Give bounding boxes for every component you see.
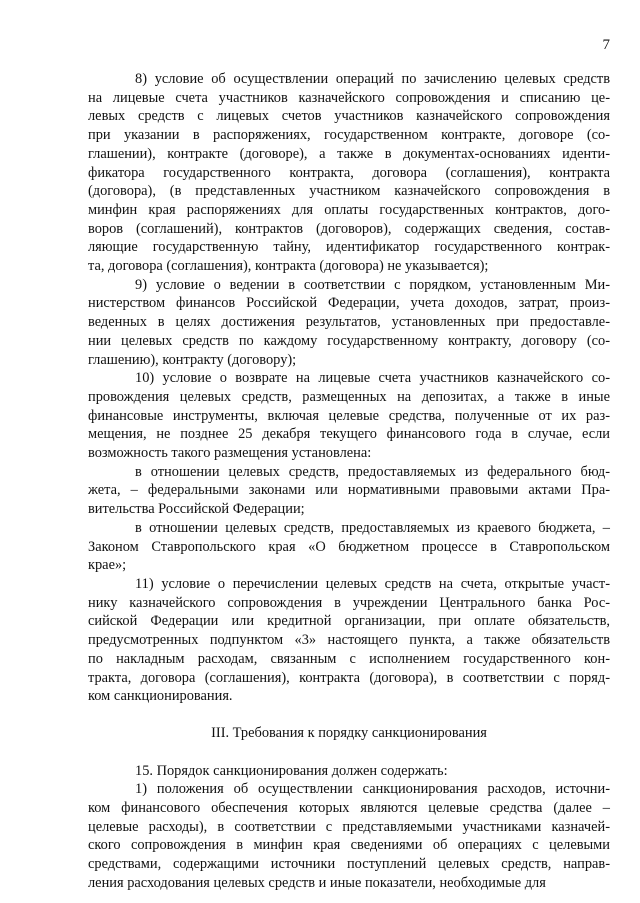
section-heading: III. Требования к порядку санкционирования (211, 724, 487, 741)
text-line: в отношении целевых средств, предоставляемых из федерального бюд- (135, 463, 610, 480)
text-line: Законом Ставропольского края «О бюджетном процессе в Ставропольском (88, 538, 610, 555)
text-line: тракта, договора (соглашения), контракта (договора), в соответствии с поряд- (88, 669, 610, 686)
text-line: 9) условие о ведении в соответствии с порядком, установленным Ми- (135, 276, 610, 293)
paragraph (88, 369, 610, 463)
text-line: веденных в целях достижения результатов, установленных при предоставле- (88, 314, 610, 331)
text-line: ком финансового обеспечения которых являются целевые средства (далее – (88, 800, 610, 817)
text-line: нии целевых средств по каждому государственному контракту, договору (со- (88, 332, 610, 349)
text-line: та, договора (соглашения), контракта (договора) не указывается); (88, 258, 489, 275)
text-line: возможность такого размещения установлена: (88, 445, 372, 462)
text-line: 15. Порядок санкционирования должен содержать: (135, 762, 448, 779)
text-line: фикатора государственного контракта, договора (соглашения), контракта (88, 164, 610, 181)
text-line: нику казначейского сопровождения в учреждении Центрального банка Рос- (88, 594, 610, 611)
text-line: 10) условие о возврате на лицевые счета участников казначейского со- (135, 370, 610, 387)
text-line: минфин края распоряжениях для оплаты государственных контрактов, дого- (88, 201, 610, 218)
text-line: ления расходования целевых средств и иные показатели, необходимые для (88, 874, 546, 891)
text-line: провождения целевых средств, размещенных на депозитах, а также в иные (88, 388, 610, 405)
document-body (88, 70, 610, 893)
text-line: глашении), контракте (договоре), а также в документах-основаниях иденти- (88, 145, 610, 162)
text-line: нистерством финансов Российской Федерации, учета доходов, затрат, произ- (88, 295, 610, 312)
text-line: на лицевые счета участников казначейского сопровождения и списанию це- (88, 89, 610, 106)
text-line: в отношении целевых средств, предоставляемых из краевого бюджета, – (135, 519, 610, 536)
text-line: воров (соглашений), контрактов (договоров), содержащих сведения, состав- (88, 220, 610, 237)
text-line: крае»; (88, 557, 127, 574)
paragraph (88, 762, 610, 781)
text-line: ляющие государственную тайну, идентификатор государственного контрак- (88, 239, 610, 256)
text-line: предусмотренных подпунктом «3» настоящего пункта, а также обязательств (88, 632, 610, 649)
text-line: 1) положения об осуществлении санкционирования расходов, источни- (135, 781, 610, 798)
text-line: при указании в распоряжениях, государственном контракте, договоре (со- (88, 127, 610, 144)
text-line: финансовые инструменты, включая целевые средства, полученные от их раз- (88, 407, 610, 424)
page-number: 7 (602, 37, 610, 53)
paragraph (88, 463, 610, 519)
text-line: глашению), контракту (договору); (88, 351, 297, 368)
text-line: ского сопровождения в минфин края сведениями об операциях с целевыми (88, 837, 610, 854)
text-line: жета, – федеральными законами или нормативными правовыми актами Пра- (88, 482, 610, 499)
paragraph (88, 519, 610, 575)
text-line: 11) условие о перечислении целевых средств на счета, открытые участ- (135, 575, 610, 592)
text-line: ком санкционирования. (88, 688, 233, 705)
text-line: целевые расходы), в соответствии с представляемыми участниками казначей- (88, 818, 610, 835)
text-line: 8) условие об осуществлении операций по зачислению целевых средств (135, 71, 610, 87)
paragraph (88, 780, 610, 892)
text-line: (договора), (в представленных участником казначейского сопровождения в (88, 183, 610, 200)
text-line: по накладным расходам, связанным с исполнением государственного кон- (88, 650, 610, 667)
paragraph (88, 276, 610, 370)
paragraph (88, 575, 610, 706)
text-line: левых средств с лицевых счетов участников казначейского сопровождения (88, 108, 610, 125)
text-line: мещения, не позднее 25 декабря текущего финансового года в случае, если (88, 426, 610, 443)
text-line: средствами, содержащими источники поступлений целевых средств, направ- (88, 856, 610, 873)
paragraph (88, 70, 610, 276)
text-line: сийской Федерации или кредитной организации, при оплате обязательств, (88, 613, 610, 630)
text-line: вительства Российской Федерации; (88, 501, 305, 518)
